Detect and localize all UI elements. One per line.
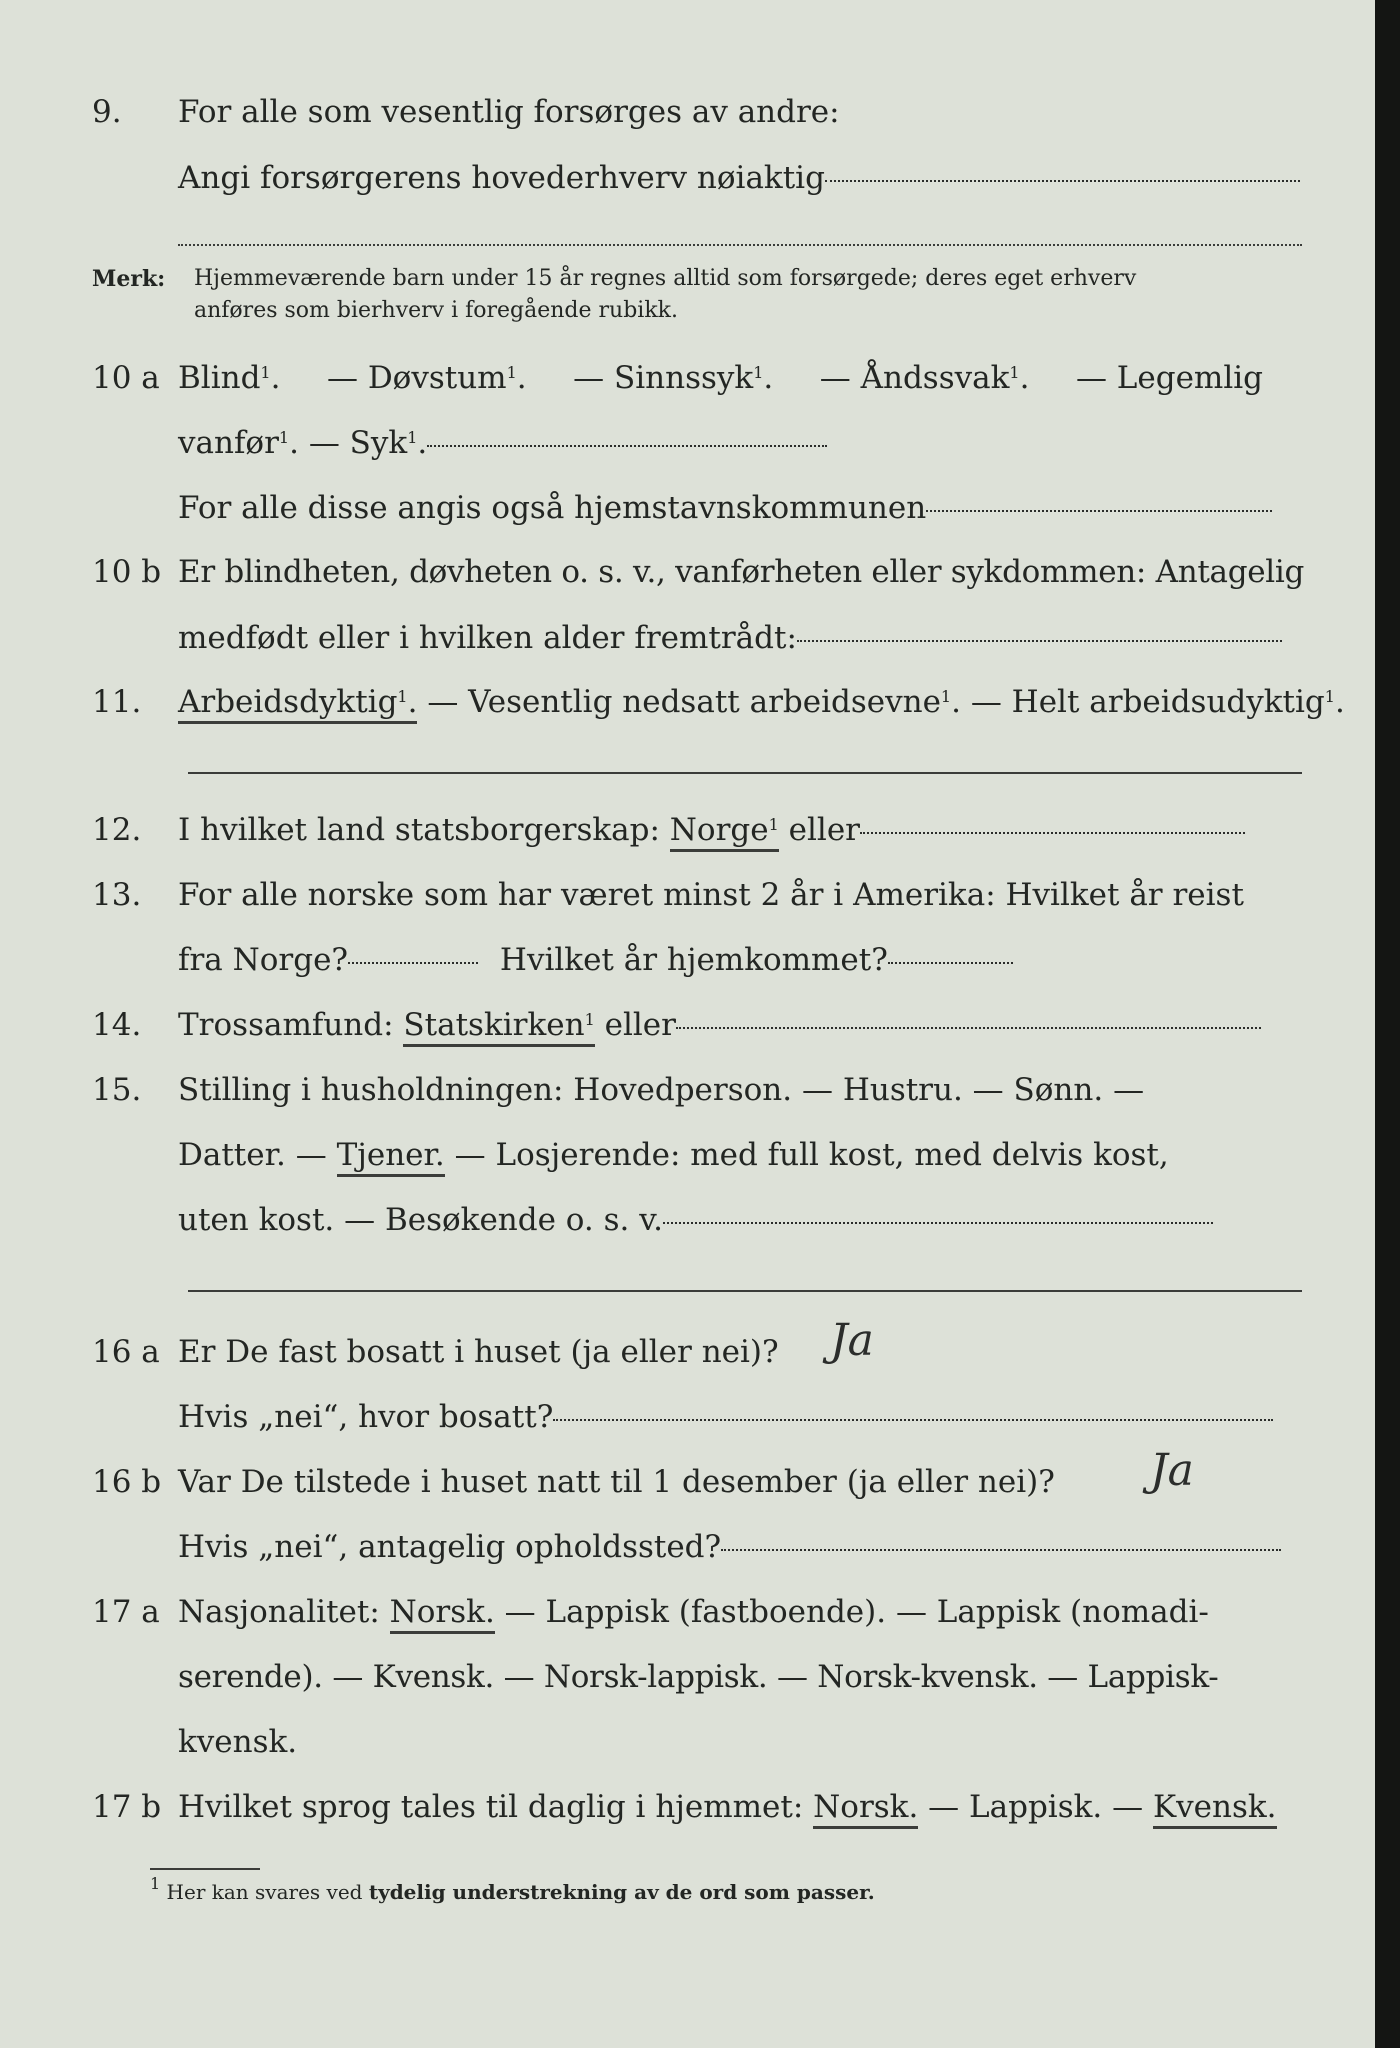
q17b-label: Hvilket sprog tales til daglig i hjemmet: [178, 1789, 804, 1825]
q11-option-nedsatt[interactable]: — Vesentlig nedsatt arbeidsevne$^1$. [427, 684, 961, 720]
q14-label: Trossamfund: [178, 1007, 394, 1043]
q17a-label: Nasjonalitet: [178, 1594, 380, 1630]
q10a-option-legemlig: — Legemlig [1075, 360, 1263, 396]
q15-number: 15. [92, 1072, 142, 1108]
merk-label: Merk: [92, 266, 166, 292]
q14-option-eller: eller [604, 1007, 676, 1043]
q10a-number: 10 a [92, 360, 160, 396]
footnote [150, 1874, 875, 1904]
footnote-text: Her kan svares ved [166, 1880, 363, 1904]
q11-option-arbeidsdyktig[interactable]: Arbeidsdyktig$^1$. [178, 684, 417, 724]
q17a-text-line2: serende). — Kvensk. — Norsk-lappisk. — Norsk-kvensk. — Lappisk- [178, 1659, 1219, 1695]
q14-answer-field[interactable] [676, 1026, 1261, 1029]
q10b-question: medfødt eller i hvilken alder fremtrådt: [178, 620, 797, 656]
q17a-options-rest: — Lappisk (fastboende). — Lappisk (nomadi- [504, 1594, 1209, 1630]
q12-option-norge[interactable]: Norge$^1$ [670, 812, 779, 852]
q10b-answer-field[interactable] [797, 639, 1282, 642]
q15-option-tjener[interactable]: Tjener. [337, 1137, 445, 1177]
q16b-answer-field[interactable] [721, 1548, 1281, 1551]
q16a-answer-field[interactable] [553, 1418, 1273, 1421]
merk-line2: anføres som bierhverv i foregående rubikk. [194, 298, 678, 323]
q13-departure-question: fra Norge? [178, 942, 349, 978]
q13-number: 13. [92, 877, 142, 913]
q10a-answer-field[interactable] [427, 444, 827, 447]
q10b-text: Er blindheten, døvheten o. s. v., vanførheten eller sykdommen: Antagelig [178, 554, 1305, 590]
q17b-option-norsk[interactable]: Norsk. [813, 1789, 918, 1829]
q9-text: For alle som vesentlig forsørges av andre: [178, 94, 840, 130]
q9-answer-field[interactable] [825, 179, 1300, 182]
scan-edge [1375, 0, 1400, 2048]
q17b-option-lappisk: — Lappisk. — [928, 1789, 1144, 1825]
q13-text: For alle norske som har været minst 2 år i Amerika: Hvilket år reist [178, 877, 1244, 913]
footnote-emphasis: tydelig understrekning av de ord som passer. [368, 1880, 875, 1904]
section-divider-1 [188, 772, 1302, 774]
footnote-mark: 1 [150, 1874, 161, 1893]
q16a-number: 16 a [92, 1334, 160, 1370]
q10a-option-dovstum: — Døvstum$^1$. [326, 360, 527, 396]
q16b-handwritten-answer[interactable]: Ja [1150, 1445, 1194, 1496]
merk-line1: Hjemmeværende barn under 15 år regnes alltid som forsørgede; deres eget erhverv [194, 266, 1137, 291]
q10b-number: 10 b [92, 554, 162, 590]
footnote-rule [150, 1868, 260, 1870]
q11-number: 11. [92, 684, 142, 720]
q13-return-field[interactable] [888, 961, 1013, 964]
q10a-hometown-field[interactable] [926, 509, 1272, 512]
q9-number: 9. [92, 94, 122, 130]
q16b-followup: Hvis „nei“, antagelig opholdssted? [178, 1529, 722, 1565]
q17b-option-kvensk[interactable]: Kvensk. [1153, 1789, 1277, 1829]
q10a-option-sinnssyk: — Sinnssyk$^1$. [573, 360, 774, 396]
q15-answer-field[interactable] [663, 1221, 1213, 1224]
q14-number: 14. [92, 1007, 142, 1043]
q15-option-losjerende: — Losjerende: med full kost, med delvis kost, [454, 1137, 1169, 1173]
q13-departure-field[interactable] [348, 961, 478, 964]
q15-text-line3: uten kost. — Besøkende o. s. v. [178, 1202, 663, 1238]
q10a-hometown-question: For alle disse angis også hjemstavnskommunen [178, 490, 927, 526]
q12-answer-field[interactable] [860, 831, 1245, 834]
q15-option-datter: Datter. — [178, 1137, 327, 1173]
q13-return-question: Hvilket år hjemkommet? [499, 942, 888, 978]
q17a-text-line3: kvensk. [178, 1724, 298, 1760]
section-divider-2 [188, 1290, 1302, 1292]
q17b-number: 17 b [92, 1789, 162, 1825]
q17a-number: 17 a [92, 1594, 160, 1630]
q14-option-statskirken[interactable]: Statskirken$^1$ [403, 1007, 594, 1047]
q10a-option-andssvak: — Åndssvak$^1$. [819, 360, 1030, 396]
q12-number: 12. [92, 812, 142, 848]
q10a-option-syk: — Syk$^1$. [308, 425, 428, 461]
q10a-option-blind: Blind$^1$. [178, 360, 281, 396]
q12-option-eller: eller [788, 812, 860, 848]
q16a-handwritten-answer[interactable]: Ja [830, 1315, 874, 1366]
q16b-number: 16 b [92, 1464, 162, 1500]
q9-extra-answer-line[interactable] [178, 244, 1302, 246]
q12-label: I hvilket land statsborgerskap: [178, 812, 660, 848]
q16b-question: Var De tilstede i huset natt til 1 desember (ja eller nei)? [178, 1464, 1055, 1500]
q16a-question: Er De fast bosatt i huset (ja eller nei)? [178, 1334, 779, 1370]
q9-question: Angi forsørgerens hovederhverv nøiaktig [178, 160, 825, 196]
q17a-option-norsk[interactable]: Norsk. [390, 1594, 495, 1634]
q15-text-line1: Stilling i husholdningen: Hovedperson. — Hustru. — Sønn. — [178, 1072, 1145, 1108]
q11-option-udyktig[interactable]: — Helt arbeidsudyktig$^1$. [970, 684, 1345, 720]
q16a-followup: Hvis „nei“, hvor bosatt? [178, 1399, 554, 1435]
q10a-option-vanfor: vanfør$^1$. [178, 425, 299, 461]
